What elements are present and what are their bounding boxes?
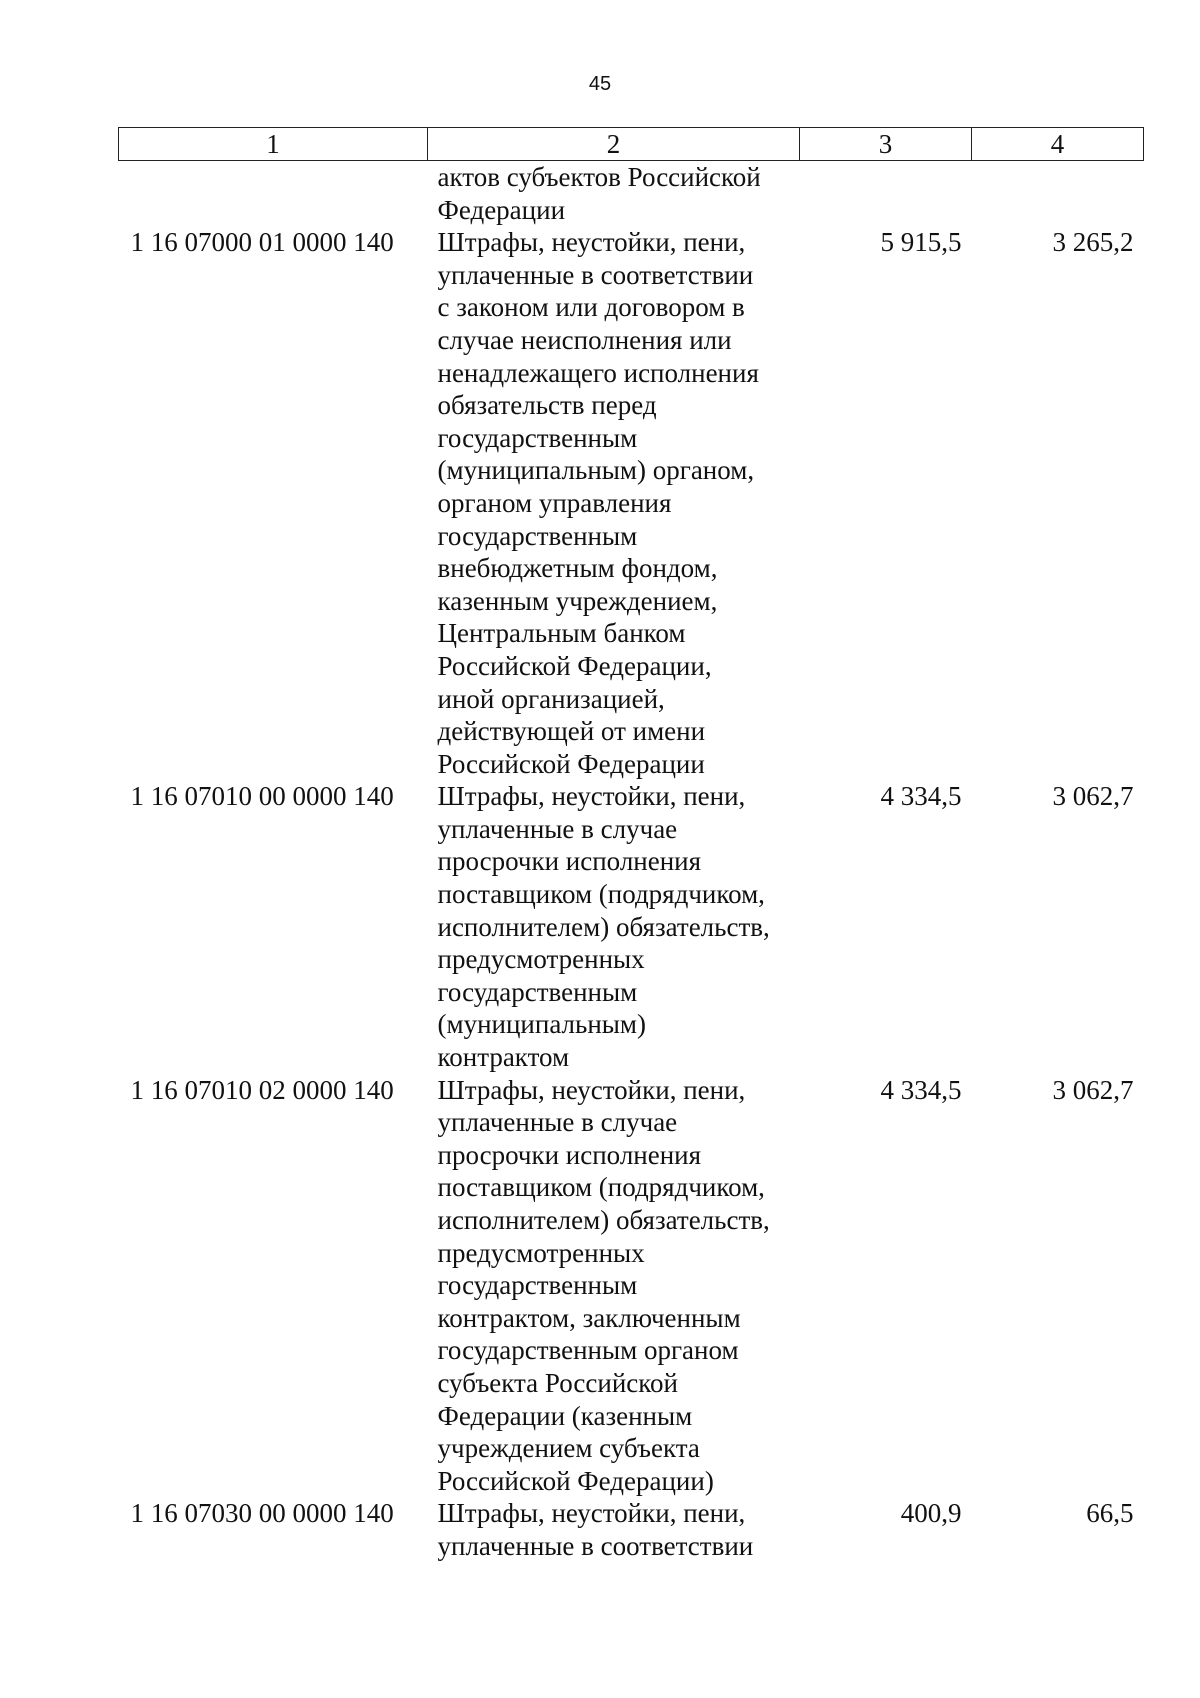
description-line: Федерации (казенным [437, 1400, 693, 1431]
description-line: контрактом [437, 1042, 570, 1073]
budget-code-cell: 1 16 07010 00 0000 140 [130, 781, 394, 812]
description-line: субъекта Российской [437, 1367, 678, 1398]
description-line: Российской Федерации [437, 748, 705, 779]
description-line: органом управления [437, 487, 672, 518]
description-line: Штрафы, неустойки, пени, [437, 781, 746, 812]
description-line: Центральным банком [437, 618, 686, 649]
table-row [119, 780, 1144, 1073]
amount-col-3-cell: 4 334,5 [880, 781, 962, 812]
description-line: уплаченные в случае [437, 1107, 678, 1138]
description-line: иной организацией, [437, 683, 665, 714]
description-line: казенным учреждением, [437, 585, 718, 616]
description-line: государственным органом [437, 1335, 739, 1366]
table-header [119, 128, 1144, 161]
header-col-2: 2 [428, 128, 800, 161]
description-line: контрактом, заключенным [437, 1302, 741, 1333]
description-line: внебюджетным фондом, [437, 553, 718, 584]
header-row [119, 128, 1144, 161]
description-line: Штрафы, неустойки, пени, [437, 1498, 746, 1529]
description-line: уплаченные в соответствии [437, 1530, 754, 1561]
description-line: государственным [437, 1270, 638, 1301]
description-line: с законом или договором в [437, 292, 745, 323]
description-cell [428, 1074, 800, 1498]
description-line: поставщиком (подрядчиком, [437, 879, 765, 910]
budget-code-cell [119, 161, 428, 227]
description-line: учреждением субъекта [437, 1433, 700, 1464]
description-line: исполнителем) обязательств, [437, 911, 770, 942]
description-line: просрочки исполнения [437, 846, 702, 877]
description-line: (муниципальным) [437, 1009, 646, 1040]
amount-col-4-cell: 3 265,2 [1052, 227, 1134, 258]
budget-code-cell: 1 16 07030 00 0000 140 [130, 1498, 394, 1529]
description-line: государственным [437, 422, 638, 453]
amount-col-3-cell: 400,9 [900, 1498, 962, 1529]
table-row [119, 1074, 1144, 1498]
table-row [119, 226, 1144, 780]
description-line: обязательств перед [437, 390, 657, 421]
amount-col-4-cell: 3 062,7 [1052, 781, 1134, 812]
description-cell [428, 226, 800, 780]
description-cell [428, 780, 800, 1073]
description-line: Российской Федерации) [437, 1465, 714, 1496]
budget-code-cell: 1 16 07000 01 0000 140 [130, 227, 394, 258]
revenue-table [118, 127, 1144, 1563]
description-line: Российской Федерации, [437, 650, 712, 681]
description-line: государственным [437, 520, 638, 551]
description-line: предусмотренных [437, 944, 645, 975]
header-col-3: 3 [800, 128, 972, 161]
table-body [119, 161, 1144, 1563]
description-line: Федерации [437, 194, 566, 225]
amount-col-3-cell: 4 334,5 [880, 1074, 962, 1105]
header-col-4: 4 [972, 128, 1144, 161]
description-line: предусмотренных [437, 1237, 645, 1268]
amount-col-4-cell [972, 161, 1144, 227]
description-line: просрочки исполнения [437, 1139, 702, 1170]
description-line: государственным [437, 976, 638, 1007]
description-line: поставщиком (подрядчиком, [437, 1172, 765, 1203]
description-line: действующей от имени [437, 716, 706, 747]
description-line: Штрафы, неустойки, пени, [437, 1074, 746, 1105]
table-row [119, 161, 1144, 227]
budget-code-cell: 1 16 07010 02 0000 140 [130, 1074, 394, 1105]
description-cell [428, 1497, 800, 1562]
table-row [119, 1497, 1144, 1562]
description-line: случае неисполнения или [437, 324, 732, 355]
description-line: актов субъектов Российской [437, 162, 761, 192]
description-line: (муниципальным) органом, [437, 455, 755, 486]
description-line: уплаченные в соответствии [437, 259, 754, 290]
header-col-1: 1 [119, 128, 428, 161]
amount-col-3-cell [800, 161, 972, 227]
description-line: ненадлежащего исполнения [437, 357, 759, 388]
description-line: уплаченные в случае [437, 813, 678, 844]
description-cell [428, 161, 800, 227]
amount-col-4-cell: 3 062,7 [1052, 1074, 1134, 1105]
page-number: 45 [588, 73, 612, 95]
description-line: Штрафы, неустойки, пени, [437, 227, 746, 258]
description-line: исполнителем) обязательств, [437, 1205, 770, 1235]
amount-col-4-cell: 66,5 [1086, 1498, 1134, 1529]
amount-col-3-cell: 5 915,5 [880, 227, 962, 258]
